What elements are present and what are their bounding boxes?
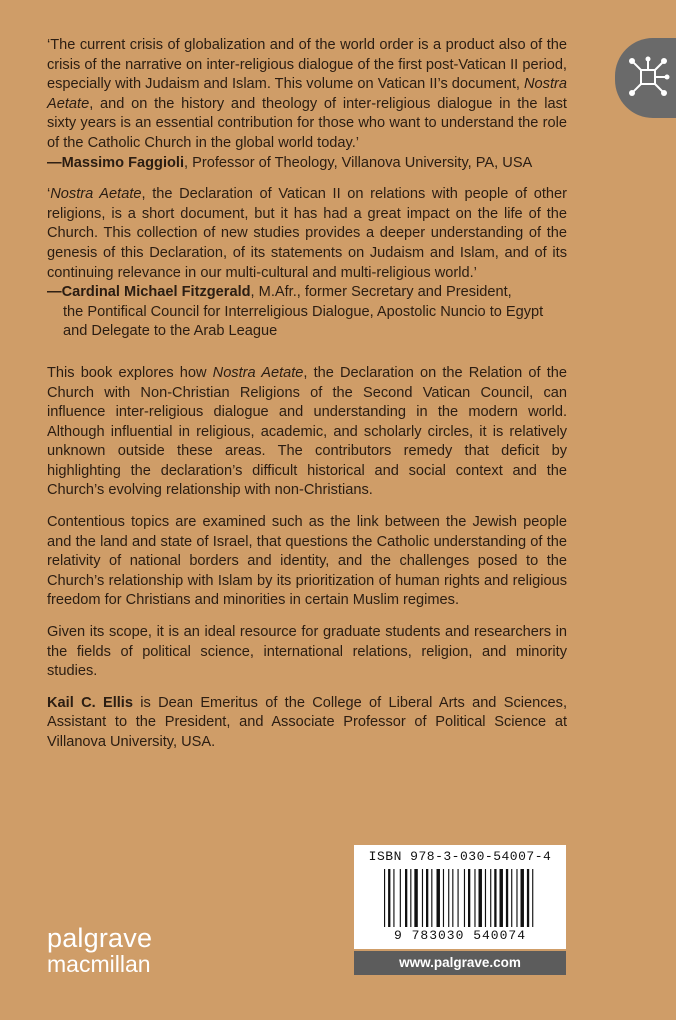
quote-text: ‘The current crisis of globalization and of the world order is a product also of the crisis of the narrative on inter-religious dialogue of the first post-Vatican II period, especially with Judaism and Islam. This volume on Vatican II’s document, [47, 37, 567, 93]
barcode-bar [500, 869, 503, 927]
barcode-bar [443, 869, 444, 927]
description-paragraph-2: Contentious topics are examined such as the link between the Jewish people and the land and state of Israel, that questions the Catholic understanding of the relativity of national borders and identity, and the challenges posed to the Church’s relationship with Islam by its prioritization of human rights and religious freedom for Christians and minorities in certain Muslim regimes. [47, 514, 567, 609]
isbn-barcode [354, 845, 566, 949]
barcode-bar [426, 869, 428, 927]
barcode-bar [516, 869, 517, 927]
description-paragraph-1 [47, 364, 567, 501]
barcode-bar [479, 869, 482, 927]
endorsement-quote-2 [47, 185, 567, 283]
barcode-bar [521, 869, 524, 927]
barcode-bar [388, 869, 390, 927]
description-italic-title: Nostra Aetate [212, 364, 304, 381]
barcode-bar [458, 869, 459, 927]
quote-text: ‘ [47, 186, 51, 203]
barcode-bar [384, 869, 385, 927]
barcode-bar [405, 869, 407, 927]
description-paragraph-3: Given its scope, it is an ideal resource for graduate students and researchers in the fields of political science, international relations, religion, and minority studies. [47, 624, 567, 680]
barcode-bar [506, 869, 508, 927]
barcode-bars [384, 869, 536, 929]
author-bio [47, 694, 567, 753]
barcode-bar [511, 869, 512, 927]
endorsement-quote-1 [47, 36, 567, 173]
quote-italic-title: Nostra Aetate [50, 186, 142, 203]
description-text: , the Declaration on the Relation of the Church with Non-Christian Religions of the Second Vatican Council, can influence inter-religious dialogue and understanding in the modern world. Although influential in religious, academic, and scholarly circles, it is relatively unknown outside these areas. The contributors remedy that deficit by highlighting the declaration’s difficult historical and social context and the Church’s evolving relationship with non-Christians. [47, 364, 567, 499]
publisher-logo-badge [615, 38, 676, 118]
barcode-bar [422, 869, 423, 927]
barcode-digits: 9 783030 540074 [393, 928, 527, 943]
barcode-bar [485, 869, 486, 927]
quote-attribution [47, 283, 567, 342]
quote-text: , the Declaration of Vatican II on relations with people of other religions, is a short document, but it has had a great impact on the life of the Church. This collection of new studies provides a deeper understanding of the genesis of this Declaration, of its statements on Judaism and Islam, and of its continuing relevance in our multi-cultural and multi-religious world.’ [47, 186, 567, 281]
barcode-bar [527, 869, 529, 927]
isbn-label: ISBN 978-3-030-54007-4 [368, 849, 552, 864]
attribution-role-continued: the Pontifical Council for Interreligious Dialogue, Apostolic Nuncio to Egypt and Delegate to the Arab League [63, 303, 544, 340]
quote-italic-title: Nostra Aetate [47, 76, 567, 112]
author-name: Kail C. Ellis [47, 694, 133, 711]
publisher-website[interactable]: www.palgrave.com [354, 951, 566, 975]
back-cover-text [47, 36, 567, 765]
barcode-bar [448, 869, 449, 927]
description-text: This book explores how [47, 364, 213, 381]
barcode-bar [474, 869, 475, 927]
barcode-bar [494, 869, 496, 927]
attribution-role: , M.Afr., former Secretary and President, [250, 284, 512, 301]
attribution-name: —Cardinal Michael Fitzgerald [47, 284, 251, 301]
author-bio-text: is Dean Emeritus of the College of Liberal Arts and Sciences, Assistant to the President, and Associate Professor of Political Science at Villanova University, USA. [47, 694, 568, 750]
barcode-bar [468, 869, 470, 927]
quote-text: , and on the history and theology of inter-religious dialogue in the last sixty years is an essential contribution for those who want to understand the role of the Catholic Church in the global world today.’ [47, 95, 567, 151]
quote-attribution [47, 155, 532, 171]
barcode-bar [431, 869, 432, 927]
publisher-name-line1: palgrave [47, 923, 153, 953]
palgrave-network-icon [627, 56, 671, 100]
barcode-bar [410, 869, 411, 927]
barcode-bar [437, 869, 440, 927]
barcode-bar [393, 869, 394, 927]
publisher-name-line2: macmillan [47, 951, 151, 977]
barcode-bar [490, 869, 491, 927]
barcode-bar [452, 869, 453, 927]
barcode-bar [400, 869, 401, 927]
attribution-name: —Massimo Faggioli [47, 154, 185, 171]
barcode-bar [464, 869, 465, 927]
attribution-role: , Professor of Theology, Villanova University, PA, USA [184, 154, 533, 171]
publisher-wordmark [47, 925, 152, 977]
barcode-bar [414, 869, 417, 927]
barcode-bar [532, 869, 533, 927]
